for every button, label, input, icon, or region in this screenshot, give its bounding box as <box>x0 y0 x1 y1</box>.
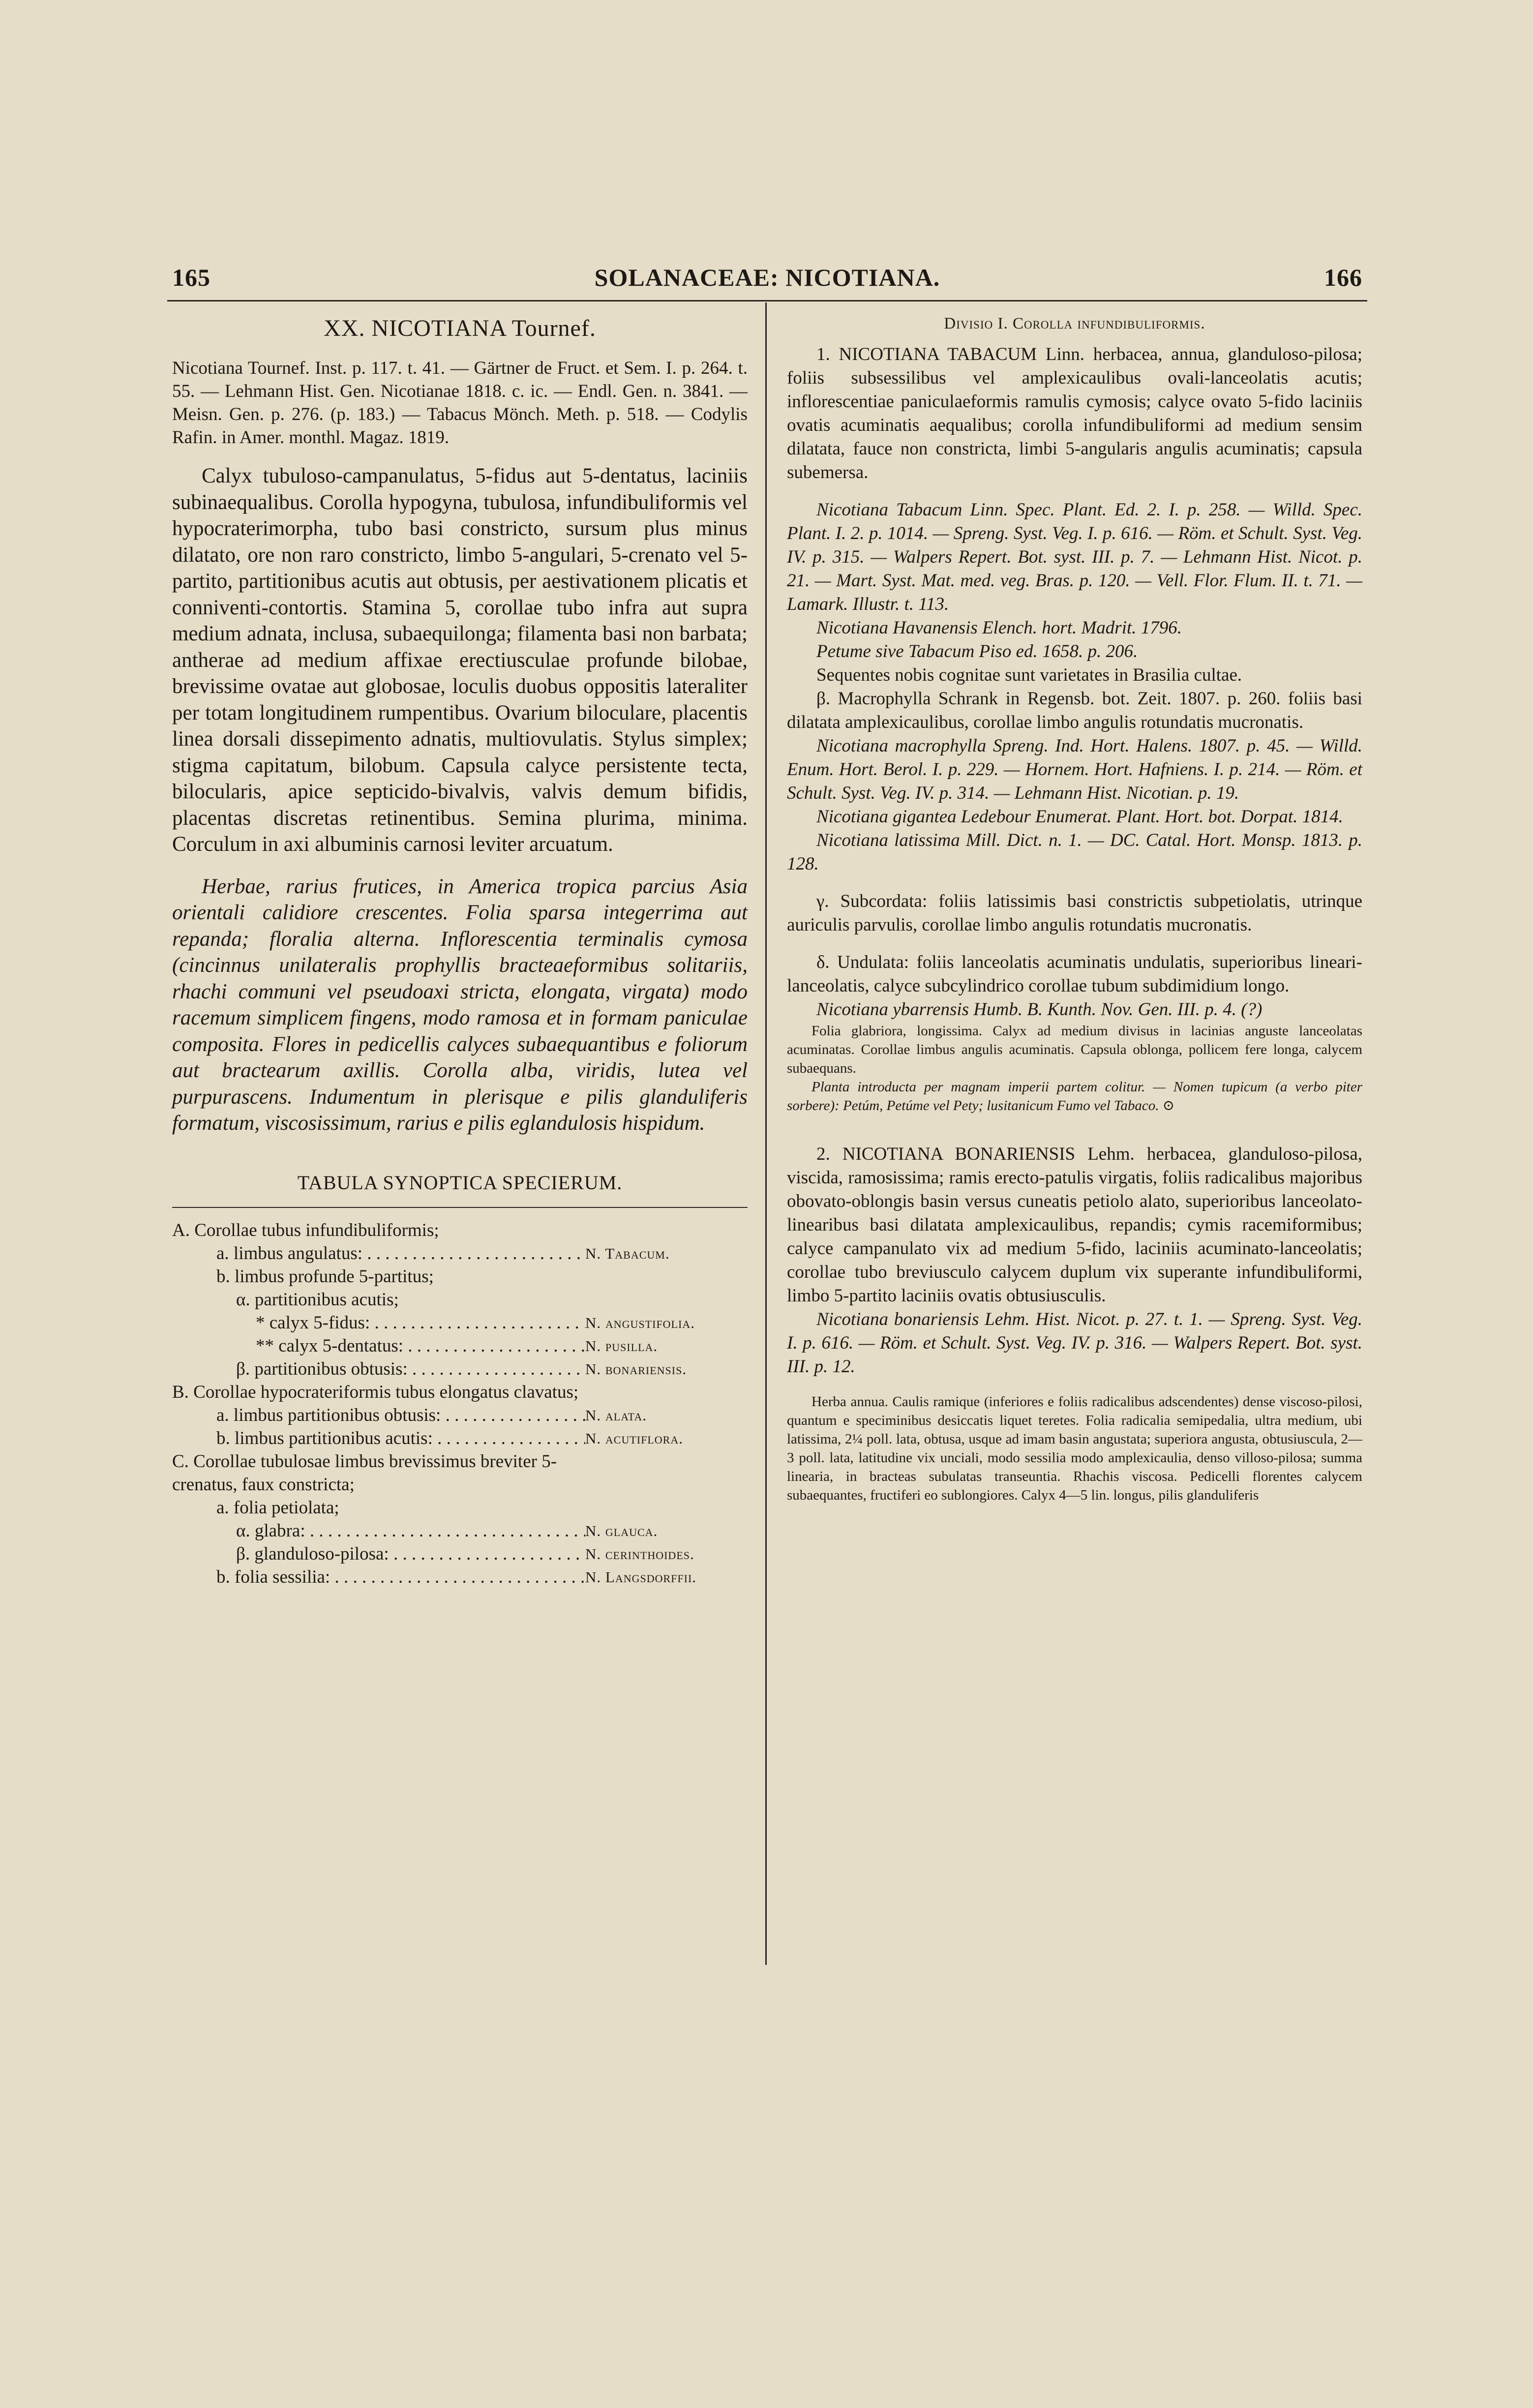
table-row-label: C. Corollae tubulosae limbus brevissimus breviter 5-crenatus, faux constricta; <box>172 1451 557 1495</box>
table-row-label: α. partitionibus acutis; <box>236 1289 399 1310</box>
species-1-ref-2: Nicotiana Havanensis Elench. hort. Madrit. 1796. <box>816 618 1182 638</box>
table-row-species: N. Langsdorffii. <box>585 1568 697 1586</box>
table-row <box>172 1381 748 1404</box>
table-row-species: N. alata. <box>585 1406 647 1424</box>
table-row-species <box>585 1381 748 1404</box>
table-row <box>172 1519 748 1542</box>
species-1-ref-3: Petume sive Tabacum Piso ed. 1658. p. 206. <box>816 641 1138 662</box>
table-row-species <box>585 1219 748 1242</box>
table-row <box>172 1496 748 1519</box>
table-row-label: a. folia petiolata; <box>216 1497 339 1518</box>
table-row <box>172 1542 748 1565</box>
genus-description: Calyx tubuloso-campanulatus, 5-fidus aut 5-dentatus, laciniis subinaequalibus. Corolla hypogyna, tubulosa, infundibuliformis vel hypocraterimorpha, tubo basi constricto, sursum plus minus dilatato, ore non raro constricto, limbo 5-angulari, 5-crenato vel 5-partito, partitionibus acutis aut obtusis, per aestivationem plicatis et conniventi-contortis. Stamina 5, corollae tubo infra aut supra medium adnata, inclusa, subaequilonga; filamenta basi non barbata; antherae ad medium affixae erectiusculae profunde bilobae, brevissime ovatae aut globosae, loculis duobus oppositis lateraliter per totam longitudinem rumpentibus. Ovarium biloculare, placentis linea dorsali dissepimento adnatis, multiovulatis. Stylus simplex; stigma capitatum, bilobum. Capsula calyce persistente tecta, bilocularis, apice septicido-bivalvis, valvis demum bifidis, placentas discretas retinentibus. Semina plurima, minima. Corculum in axi albuminis carnosi leviter arcuatum. <box>172 464 748 856</box>
variety-delta: δ. Undulata: foliis lanceolatis acuminatis undulatis, superioribus lineari-lanceolatis, calyce subcylindrico corollae tubum subdimidium longo. <box>787 952 1362 996</box>
table-row-label: A. Corollae tubus infundibuliformis; <box>172 1220 439 1240</box>
table-row-label: α. glabra: . . . <box>172 1519 585 1542</box>
table-row-label: ** calyx 5-dentatus: . . . <box>172 1334 585 1357</box>
division-title: Divisio I. Corolla infundibuliformis. <box>944 315 1205 332</box>
species-1-distribution: Planta introducta per magnam imperii partem colitur. — Nomen tupicum (a verbo piter sorbere): Petúm, Petúme vel Pety; lusitanicum Fumo vel Tabaco. ⊙ <box>787 1079 1362 1114</box>
table-row-species: N. cerinthoides. <box>585 1545 694 1563</box>
table-row <box>172 1334 748 1357</box>
table-row-species: N. angustifolia. <box>585 1314 695 1331</box>
species-1-detail: Folia glabriora, longissima. Calyx ad medium divisus in lacinias anguste lanceolatas acuminatas. Corollae limbus angulis acuminatis. Capsula oblonga, pollicem fere longa, calycem subaequans. <box>787 1023 1362 1076</box>
table-row-species <box>585 1496 748 1519</box>
table-row <box>172 1450 748 1496</box>
table-row-species: N. bonariensis. <box>585 1360 687 1378</box>
table-row-species: N. pusilla. <box>585 1337 658 1354</box>
table-row-label: b. limbus profunde 5-partitus; <box>216 1266 434 1287</box>
synoptic-table <box>172 1219 748 1589</box>
right-column <box>787 315 1362 1505</box>
table-row-label: β. partitionibus obtusis: . . . <box>172 1357 585 1381</box>
species-1-note: Sequentes nobis cognitae sunt varietates in Brasilia cultae. <box>816 665 1242 685</box>
table-row-label: a. limbus partitionibus obtusis: . . . <box>172 1404 585 1427</box>
species-1-diagnosis: 1. NICOTIANA TABACUM Linn. herbacea, annua, glanduloso-pilosa; foliis subsessilibus vel amplexicaulibus ovali-lanceolatis acutis; inflorescentiae paniculaeformis ramulis cymosis; calyce ovato 5-fido laciniis ovatis acuminatis aequalibus; corolla infundibuliformi ad medium sensim dilatata, fauce non constricta, limbi 5-angularis angulis acuminatis; capsula subemersa. <box>787 344 1362 482</box>
table-row <box>172 1265 748 1288</box>
table-row-species <box>585 1265 748 1288</box>
table-row <box>172 1565 748 1589</box>
variety-gamma: γ. Subcordata: foliis latissimis basi constrictis subpetiolatis, utrinque auriculis parvulis, corollae limbo angulis rotundatis mucronatis. <box>787 891 1362 935</box>
table-row-label: * calyx 5-fidus: . . . <box>172 1311 585 1334</box>
species-2-detail: Herba annua. Caulis ramique (inferiores e foliis radicalibus adscendentes) dense viscoso-pilosi, quantum e speciminibus desiccatis liquet teretes. Folia radicalia semipedalia, ultra medium, ubi latissima, 2¼ poll. lata, obtusa, usque ad imam basin angustata; superiora angusta, obtusiuscula, 2—3 poll. lata, latitudine vix unciali, modo sessilia modo amplexicaulia, denso villoso-pilosa; summa linearia, in bracteas subulatas transeuntia. Rhachis viscosa. Pedicelli florentes calycem subaequantes, fructiferi eo sublongiores. Calyx 4—5 lin. longus, pilis glanduliferis <box>787 1394 1362 1503</box>
table-row <box>172 1427 748 1450</box>
table-row-label: β. glanduloso-pilosa: . . . <box>172 1542 585 1565</box>
species-2-refs: Nicotiana bonariensis Lehm. Hist. Nicot. p. 27. t. 1. — Spreng. Syst. Veg. I. p. 616. — Röm. et Schult. Syst. Veg. IV. p. 316. — Walpers Repert. Bot. syst. III. p. 12. <box>787 1309 1362 1377</box>
header-rule <box>167 300 1367 301</box>
table-row-species: N. acutiflora. <box>585 1429 683 1447</box>
variety-delta-ref: Nicotiana ybarrensis Humb. B. Kunth. Nov. Gen. III. p. 4. (?) <box>816 999 1262 1020</box>
variety-beta-ref-2: Nicotiana gigantea Ledebour Enumerat. Plant. Hort. bot. Dorpat. 1814. <box>816 807 1343 827</box>
table-row-label: b. limbus partitionibus acutis: . . . <box>172 1427 585 1450</box>
page-number-right: 166 <box>1324 264 1362 291</box>
species-2-diagnosis: 2. NICOTIANA BONARIENSIS Lehm. herbacea, glanduloso-pilosa, viscida, ramosissima; ramis erecto-patulis virgatis, foliis radicalibus majoribus obovato-oblongis basin versus cuneatis petiolo alato, superioribus lanceolato-linearibus basi dilatata amplexicaulibus, repandis; cymis racemiformibus; calyce campanulato vix ad medium 5-fido, laciniis acuminato-lanceolatis; corollae tubo breviusculo calycem duplum vix superante infundibuliformi, limbo 5-partito laciniis ovatis obtusiusculis. <box>787 1144 1362 1306</box>
table-rule <box>172 1207 748 1208</box>
variety-beta: β. Macrophylla Schrank in Regensb. bot. Zeit. 1807. p. 260. foliis basi dilatata amplexicaulibus, corollae limbo angulis rotundatis mucronatis. <box>787 689 1362 732</box>
genus-title: XX. NICOTIANA Tournef. <box>324 315 596 341</box>
synoptic-table-title: TABULA SYNOPTICA SPECIERUM. <box>297 1171 623 1194</box>
column-rule <box>765 302 767 1965</box>
table-row <box>172 1288 748 1311</box>
variety-beta-ref-3: Nicotiana latissima Mill. Dict. n. 1. — DC. Catal. Hort. Monsp. 1813. p. 128. <box>787 830 1362 874</box>
page-header <box>167 263 1367 302</box>
table-row-species: N. glauca. <box>585 1522 658 1539</box>
page-number-left: 165 <box>172 264 210 291</box>
table-row-species <box>585 1450 748 1496</box>
table-row <box>172 1357 748 1381</box>
genus-synonymy: Nicotiana Tournef. Inst. p. 117. t. 41. — Gärtner de Fruct. et Sem. I. p. 264. t. 55. — Lehmann Hist. Gen. Nicotianae 1818. c. ic. — Endl. Gen. n. 3841. — Meisn. Gen. p. 276. (p. 183.) — Tabacus Mönch. Meth. p. 518. — Codylis Rafin. in Amer. monthl. Magaz. 1819. <box>172 358 748 448</box>
table-row <box>172 1242 748 1265</box>
table-row-label: a. limbus angulatus: . . . <box>172 1242 585 1265</box>
genus-habit: Herbae, rarius frutices, in America tropica parcius Asia orientali calidiore crescentes. Folia sparsa integerrima aut repanda; floralia alterna. Inflorescentia terminalis cymosa (cincinnus unilateralis prophyllis bracteaeformibus solitariis, rhachi communi vel pseudoaxi stricta, elongata, virgata) modo racemum simplicem fingens, modo ramosa et in formam paniculae composita. Flores in pedicellis calyces subaequantibus e foliorum aut bractearum axillis. Corolla alba, viridis, lutea vel purpurascens. Indumentum in plerisque e pilis glanduliferis formatum, viscosissimum, rarius e pilis eglandulosis hispidum. <box>172 874 748 1135</box>
table-row <box>172 1311 748 1334</box>
table-row <box>172 1404 748 1427</box>
variety-beta-ref-1: Nicotiana macrophylla Spreng. Ind. Hort. Halens. 1807. p. 45. — Willd. Enum. Hort. Berol. I. p. 229. — Hornem. Hort. Hafniens. I. p. 214. — Röm. et Schult. Syst. Veg. IV. p. 314. — Lehmann Hist. Nicotian. p. 19. <box>787 736 1362 803</box>
table-row-species <box>585 1288 748 1311</box>
table-row-species: N. Tabacum. <box>585 1244 670 1262</box>
running-title: SOLANACEAE: NICOTIANA. <box>594 264 940 291</box>
species-1-ref-1: Nicotiana Tabacum Linn. Spec. Plant. Ed. 2. I. p. 258. — Willd. Spec. Plant. I. 2. p. 1014. — Spreng. Syst. Veg. I. p. 616. — Röm. et Schult. Syst. Veg. IV. p. 315. — Walpers Repert. Bot. syst. III. p. 7. — Lehmann Hist. Nicot. p. 21. — Mart. Syst. Mat. med. veg. Bras. p. 120. — Vell. Flor. Flum. II. t. 71. — Lamark. Illustr. t. 113. <box>787 500 1362 614</box>
table-row-label: B. Corollae hypocrateriformis tubus elongatus clavatus; <box>172 1382 579 1402</box>
table-row-label: b. folia sessilia: . . . <box>172 1565 585 1589</box>
table-row <box>172 1219 748 1242</box>
left-column <box>172 315 748 1589</box>
